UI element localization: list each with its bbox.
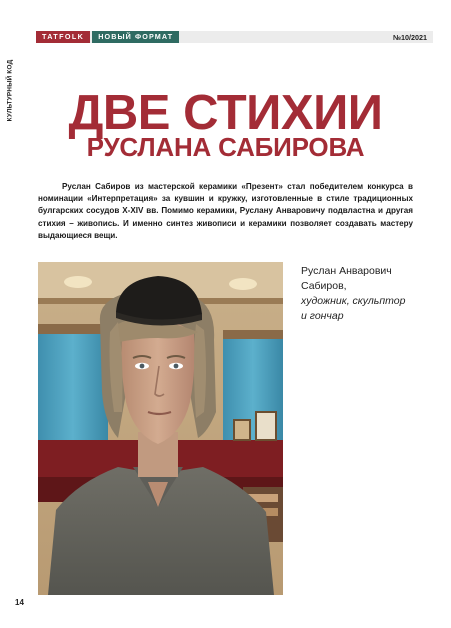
issue-number: №10/2021	[393, 32, 427, 42]
photo-caption	[301, 264, 441, 324]
caption-name-line2: Сабиров,	[301, 280, 347, 292]
side-section-label-text: КУЛЬТУРНЫЙ КОД	[6, 59, 14, 121]
brand-badge: TATFOLK	[36, 31, 90, 43]
article-subtitle: РУСЛАНА САБИРОВА	[86, 132, 365, 162]
caption-name-line1: Руслан Анварович	[301, 265, 392, 277]
article-lead: Руслан Сабиров из мастерской керамики «Презент» стал победителем конкурса в номинации «Интерпретация» за кувшин и кружку, изготовленные в стиле традиционных булгарских сосудов X-XIV вв. Помимо керамики, Руслану Анваровичу подвластна и другая стихия – живопись. И именно синтез живописи и керамики позволяет создавать мастеру выдающиеся вещи.	[38, 182, 413, 240]
top-bar	[36, 31, 433, 43]
article-title: ДВЕ СТИХИИ	[68, 86, 383, 140]
caption-role-line2: и гончар	[301, 310, 344, 322]
section-badge: НОВЫЙ ФОРМАТ	[92, 31, 179, 43]
caption-role-line1: художник, скульптор	[301, 295, 406, 307]
portrait-photo	[38, 262, 283, 595]
page-number: 14	[15, 598, 24, 607]
